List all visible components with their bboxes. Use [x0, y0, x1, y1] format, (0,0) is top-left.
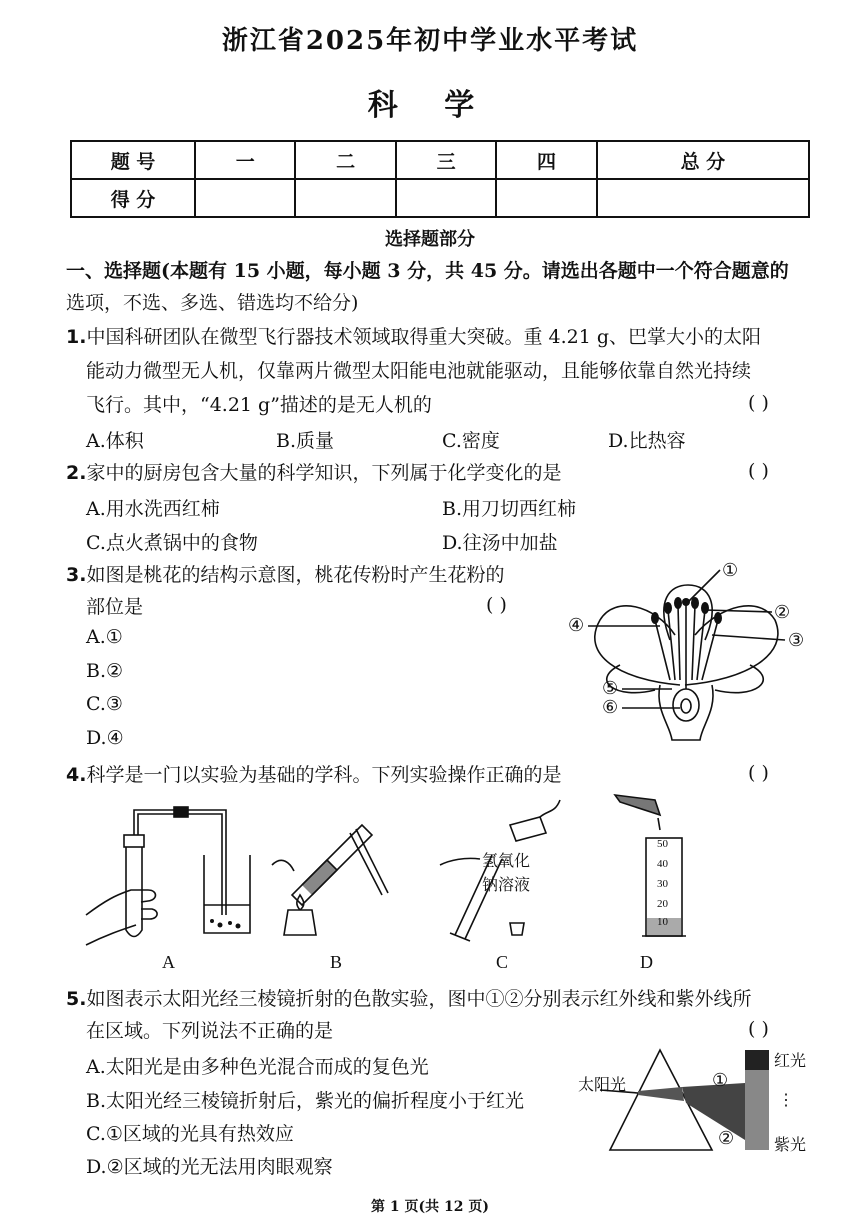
- delivery-tube: [134, 810, 226, 915]
- q3-number: 3.: [66, 564, 87, 586]
- pouring-stream: [658, 818, 660, 830]
- q2-option-a: A.用水洗西红柿: [86, 498, 220, 520]
- reagent-label-2: 钠溶液: [482, 875, 531, 894]
- q1-option-a: A.体积: [86, 430, 144, 452]
- sunlight-label: 太阳光: [578, 1075, 627, 1094]
- q5-line1: [66, 986, 751, 1012]
- q1-text: 中国科研团队在微型飞行器技术领域取得重大突破。重 4.21 g、巴掌大小的太阳: [86, 326, 762, 348]
- flower-label-4: ④: [568, 615, 585, 635]
- section-title: 选择题部分: [385, 229, 475, 250]
- stamen-filament: [692, 605, 695, 680]
- flower-label-2: ②: [774, 602, 791, 622]
- q4-answer-paren[interactable]: ( ): [748, 762, 769, 784]
- refracted-beam: [638, 1087, 684, 1101]
- q3-option-a: A.①: [86, 626, 123, 648]
- reagent-bottle: [510, 817, 546, 841]
- score-cell: 得 分: [71, 179, 195, 217]
- q1-option-b: B.质量: [276, 430, 335, 452]
- scale-20: 20: [657, 898, 668, 910]
- scale-50: 50: [657, 838, 668, 850]
- page-footer: 第 1 页(共 12 页): [371, 1199, 489, 1215]
- score-cell: 总 分: [597, 141, 809, 179]
- q3-line1: [66, 562, 504, 588]
- stamen-filament: [655, 620, 670, 680]
- red-light-label: 红光: [774, 1051, 807, 1070]
- anther: [701, 602, 709, 614]
- q1-line1: [66, 324, 761, 350]
- flower-label-5: ⑤: [602, 678, 619, 698]
- ovule: [681, 699, 691, 713]
- q5-text: 如图表示太阳光经三棱镜折射的色散实验，图中①②分别表示红外线和紫外线所: [86, 988, 752, 1010]
- test-tube-holder: [356, 829, 388, 893]
- score-cell: 二: [295, 141, 395, 179]
- region-1-label: ①: [712, 1070, 729, 1090]
- stamen-filament: [697, 610, 705, 680]
- score-input-cell[interactable]: [396, 179, 496, 217]
- spectrum-dots: ⋮: [778, 1092, 794, 1109]
- score-table: [70, 140, 810, 218]
- leader-line: [712, 635, 785, 640]
- stamen-filament: [702, 620, 718, 680]
- experiment-b-figure: [272, 815, 392, 945]
- q5-line2: 在区域。下列说法不正确的是: [86, 1020, 334, 1042]
- q2-option-b: B.用刀切西红柿: [442, 498, 577, 520]
- q2-text: 家中的厨房包含大量的科学知识，下列属于化学变化的是: [86, 462, 562, 484]
- scale-10: 10: [657, 916, 668, 928]
- score-input-cell[interactable]: [496, 179, 596, 217]
- q5-option-d: D.②区域的光无法用肉眼观察: [86, 1156, 333, 1178]
- q1-option-d: D.比热容: [608, 430, 686, 452]
- bubble: [210, 919, 214, 923]
- q3-option-b: B.②: [86, 660, 124, 682]
- experiment-a-figure: [86, 805, 261, 950]
- experiment-d-label: D: [640, 952, 653, 972]
- flower-label-3: ③: [788, 630, 805, 650]
- region-2-label: ②: [718, 1128, 735, 1148]
- q4-text: 科学是一门以实验为基础的学科。下列实验操作正确的是: [86, 764, 562, 786]
- bubble: [228, 921, 232, 925]
- anther: [674, 597, 682, 609]
- liquid: [302, 860, 337, 895]
- score-cell: 题 号: [71, 141, 195, 179]
- anther: [651, 612, 659, 624]
- violet-light-label: 紫光: [774, 1135, 807, 1154]
- q4-number: 4.: [66, 764, 87, 786]
- prism-dispersion-diagram: [600, 1045, 780, 1155]
- petal: [685, 606, 778, 685]
- stamen-filament: [678, 605, 680, 680]
- q2-line1: [66, 460, 561, 486]
- q5-answer-paren[interactable]: ( ): [748, 1018, 769, 1040]
- flower-label-6: ⑥: [602, 697, 619, 717]
- score-cell: 三: [396, 141, 496, 179]
- q1-number: 1.: [66, 326, 87, 348]
- q5-number: 5.: [66, 988, 87, 1010]
- anther: [664, 602, 672, 614]
- stamen-filament: [668, 610, 675, 680]
- q1-line3: 飞行。其中，“4.21 g”描述的是无人机的: [86, 394, 432, 416]
- q5-option-a: A.太阳光是由多种色光混合而成的复色光: [86, 1056, 429, 1078]
- q1-answer-paren[interactable]: ( ): [748, 392, 769, 414]
- stigma: [682, 598, 690, 606]
- q2-option-d: D.往汤中加盐: [442, 532, 558, 554]
- q4-line1: [66, 762, 561, 788]
- q1-line2: 能动力微型无人机，仅靠两片微型太阳能电池就能驱动，且能够依靠自然光持续: [86, 360, 752, 382]
- q2-number: 2.: [66, 462, 87, 484]
- test-tube-holder: [350, 833, 382, 895]
- q3-answer-paren[interactable]: ( ): [486, 594, 507, 616]
- score-cell: 一: [195, 141, 295, 179]
- flower-label-1: ①: [722, 560, 739, 580]
- hand: [86, 890, 157, 945]
- score-table-score-row: [71, 179, 809, 217]
- q5-option-c: C.①区域的光具有热效应: [86, 1123, 294, 1145]
- exam-title: 浙江省2025年初中学业水平考试: [221, 26, 639, 56]
- q2-option-c: C.点火煮锅中的食物: [86, 532, 258, 554]
- bubble: [218, 923, 223, 928]
- q3-option-c: C.③: [86, 693, 123, 715]
- scale-30: 30: [657, 878, 668, 890]
- score-cell: 四: [496, 141, 596, 179]
- q1-option-c: C.密度: [442, 430, 500, 452]
- rubber-joint: [174, 807, 188, 817]
- ovary: [673, 689, 699, 721]
- score-table-header-row: [71, 141, 809, 179]
- alcohol-lamp: [284, 910, 316, 935]
- experiment-b-label: B: [330, 952, 343, 972]
- leader-line: [705, 610, 772, 612]
- hand: [272, 860, 294, 871]
- q2-answer-paren[interactable]: ( ): [748, 460, 769, 482]
- bubble: [236, 924, 241, 929]
- q3-option-d: D.④: [86, 727, 124, 749]
- q3-text: 如图是桃花的结构示意图，桃花传粉时产生花粉的: [86, 564, 505, 586]
- anther: [691, 597, 699, 609]
- pouring-bottle: [615, 795, 660, 815]
- score-input-cell[interactable]: [295, 179, 395, 217]
- hand: [540, 800, 560, 817]
- q5-option-b: B.太阳光经三棱镜折射后，紫光的偏折程度小于红光: [86, 1090, 525, 1112]
- score-input-cell[interactable]: [195, 179, 295, 217]
- stopper: [124, 835, 144, 847]
- screen-dark-band: [745, 1050, 769, 1070]
- bottle-cap: [510, 923, 524, 935]
- experiment-c-label: C: [496, 952, 509, 972]
- subject-title: 科 学: [367, 88, 493, 123]
- petal: [595, 606, 680, 685]
- peach-flower-diagram: [560, 560, 820, 750]
- q3-line2: 部位是: [86, 596, 144, 618]
- scale-40: 40: [657, 858, 668, 870]
- experiment-d-figure: [600, 790, 690, 950]
- hand: [440, 858, 480, 865]
- part-heading-line1: 一、选择题(本题有 15 小题，每小题 3 分，共 45 分。请选出各题中一个符合题意的: [66, 260, 789, 282]
- anther: [714, 612, 722, 624]
- score-input-cell[interactable]: [597, 179, 809, 217]
- reagent-label-1: 氢氧化: [482, 851, 531, 870]
- experiment-a-label: A: [162, 952, 175, 972]
- part-heading-line2: 选项，不选、多选、错选均不给分): [66, 292, 359, 314]
